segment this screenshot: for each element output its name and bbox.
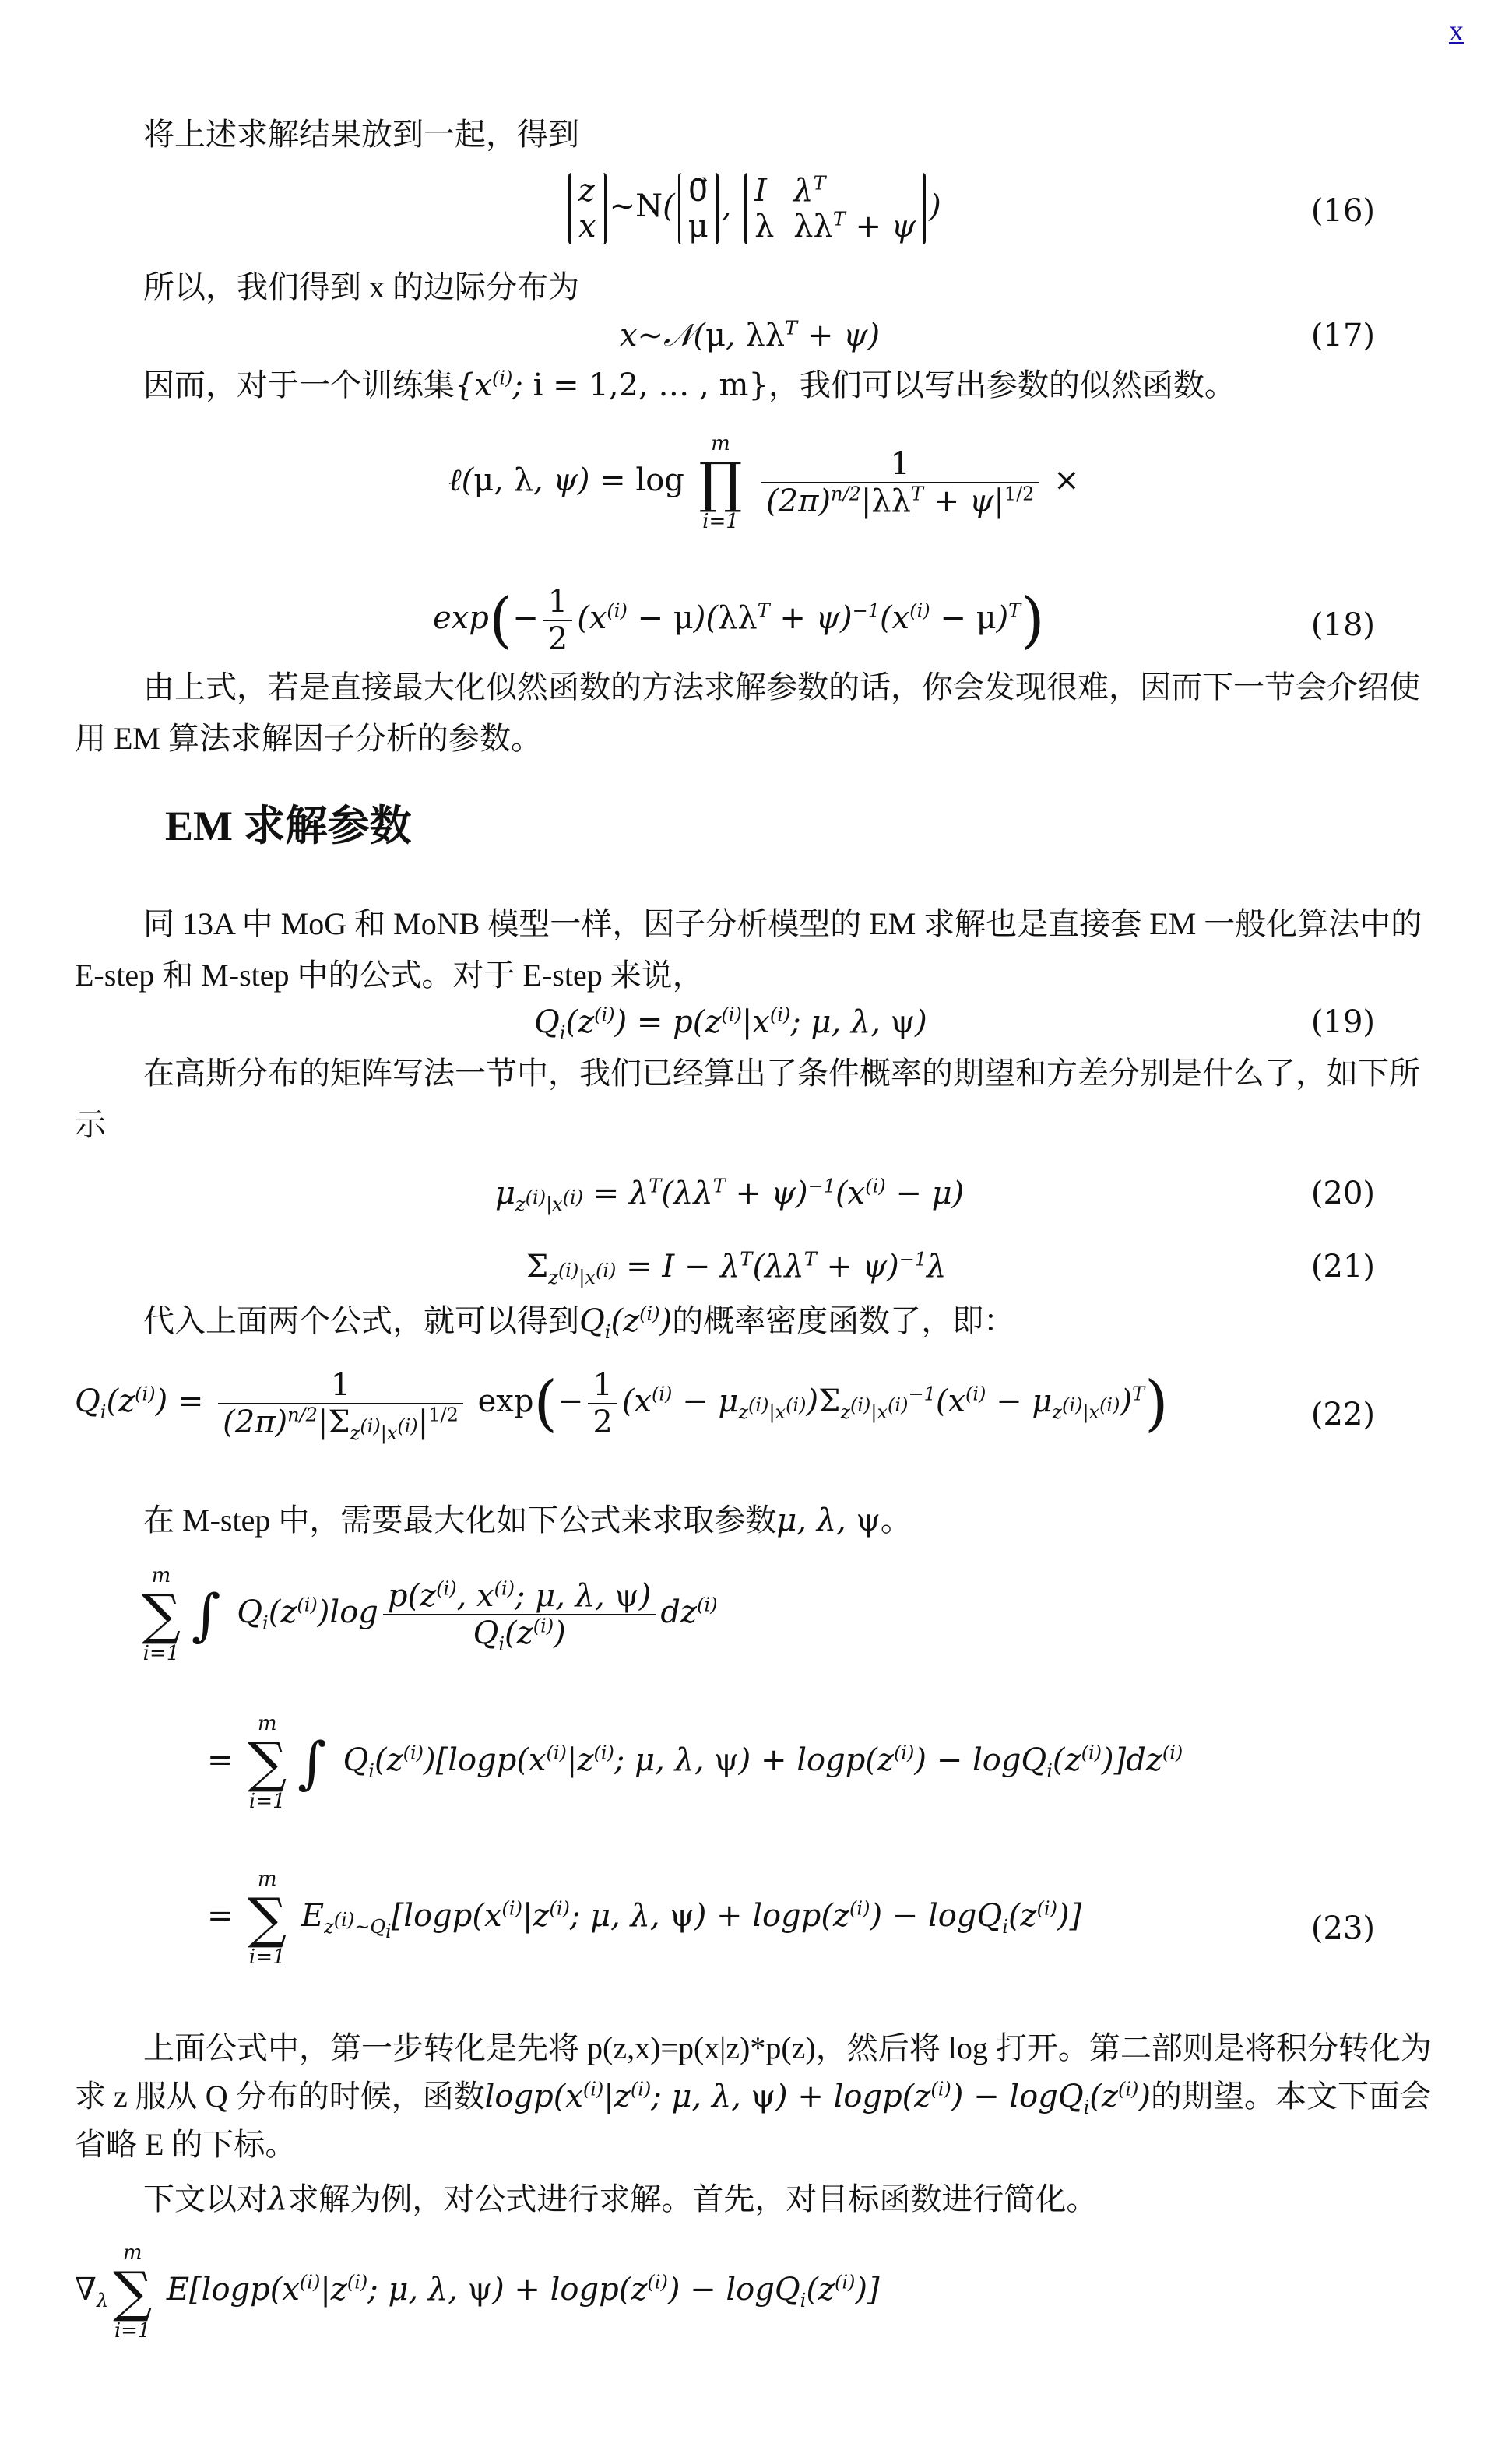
paragraph-1: 将上述求解结果放到一起，得到 (143, 117, 579, 152)
paragraph-3: 因而，对于一个训练集{$x^{(i)}$; i = 1,2, … , m}，我们可以写出参数的似然函数。 (143, 367, 1236, 403)
equation-17-number: (17) (1310, 318, 1375, 353)
equation-20 (75, 1176, 1437, 1219)
equation-18-body: exp(− $\frac{1}{2}$ $(x^{(i)} - \mu)(\lambda\lambda^T + \psi)^{-1}(x^{(i)} - \mu)^T$) (433, 584, 1045, 657)
paragraph-8-text-b: 。 (880, 1503, 912, 1538)
equation-16 (75, 173, 1437, 258)
paragraph-9-text-a: 上面公式中，第一步转化是先将 p(z,x)=p(x|z)*p(z)，然后将 log 打开。第二部则是将积分转化为求 z 服从 Q 分布的时候，函数 (75, 2030, 1432, 2114)
equation-16-body: z x ~N( 0⃗ μ , I $\lambda^T$ λ $\lambda\lambda^T + \psi$ ) (565, 173, 941, 244)
equation-mstep-line-1 (75, 1565, 1437, 1697)
equation-23 (75, 1868, 1437, 2001)
equation-19-body: $Q_i(z^{(i)}) = p(z^{(i)}|x^{(i)}$; μ, λ, ψ) (534, 1004, 927, 1044)
close-link[interactable]: x (1449, 15, 1464, 47)
equation-19 (75, 1004, 1437, 1048)
equation-22-body: $Q_i(z^{(i)})$ = $\frac{1}{(2\pi)^{n/2}|\Sigma_{z^{(i)}|x^{(i)}}|^{1/2}}$ exp(− $\frac{1}{2}$ $(x^{(i)} - \mu_{z^{(i)}|x^{(i)}})\Sigma_{z^{(i)}|x^{(i)}}^{-1}(x^{(i)} - \mu_{z^{(i)}|x^{(i)}})^T$) (75, 1367, 1169, 1444)
equation-23-body: = m ∑ i=1 $E_{z^{(i)}\sim Q_i}[\log p(x^{(i)}|z^{(i)}$; μ, λ, $\psi) + \log p(z^{(i)}) - \log Q_i(z^{(i)})$] (207, 1868, 1082, 1969)
paragraph-4: 由上式，若是直接最大化似然函数的方法求解参数的话，你会发现很难，因而下一节会介绍使用 EM 算法求解因子分析的参数。 (75, 670, 1420, 756)
equation-mstep-line-1-body: m ∑ i=1 ∫ $Q_i(z^{(i)})\log$ $\frac{p(z^{(i)}, x^{(i)}; \mu, \lambda, \psi)}{Q_i(z^{(i)})}$ $dz^{(i)}$ (142, 1564, 718, 1665)
equation-21-number: (21) (1310, 1249, 1375, 1285)
equation-22 (75, 1367, 1437, 1484)
equation-22-number: (22) (1310, 1397, 1375, 1432)
equation-21 (75, 1249, 1437, 1292)
equation-23-number: (23) (1310, 1910, 1375, 1946)
paragraph-3-text-a: 因而，对于一个训练集 (143, 367, 455, 402)
paragraph-10-text-a: 下文以对 (143, 2181, 268, 2216)
paragraph-8: 在 M-step 中，需要最大化如下公式来求取参数μ, λ, ψ。 (143, 1503, 912, 1538)
equation-20-number: (20) (1310, 1176, 1375, 1211)
paragraph-8-text-a: 在 M-step 中，需要最大化如下公式来求取参数 (143, 1503, 777, 1538)
equation-19-number: (19) (1310, 1004, 1375, 1040)
paragraph-10-text-b: 求解为例，对公式进行求解。首先，对目标函数进行简化。 (287, 2181, 1098, 2216)
equation-16-number: (16) (1310, 193, 1375, 229)
section-heading: EM 求解参数 (165, 803, 412, 849)
equation-mstep-line-2 (75, 1713, 1437, 1845)
equation-mstep-line-2-body: = m ∑ i=1 ∫ $Q_i(z^{(i)})[\log p(x^{(i)}|z^{(i)}$; μ, λ, $\psi) + \log p(z^{(i)}) - \log Q_i(z^{(i)})]dz^{(i)}$ (207, 1712, 1183, 1813)
equation-gradient-body: $\nabla_\lambda$ m ∑ i=1 $E[\log p(x^{(i)}|z^{(i)}$; μ, λ, $\psi) + \log p(z^{(i)}) - \log Q_i(z^{(i)})$] (75, 2241, 880, 2343)
equation-21-body: $\Sigma_{z^{(i)}|x^{(i)}} = I - \lambda^T(\lambda\lambda^T + \psi)^{-1}\lambda$ (526, 1248, 947, 1288)
equation-likelihood-line-1 (75, 425, 1437, 550)
equation-17-body: x~𝒩(μ, $\lambda\lambda^T + \psi$) (620, 317, 881, 353)
equation-17 (75, 318, 1437, 361)
equation-gradient (75, 2242, 1437, 2374)
paragraph-5: 同 13A 中 MoG 和 MoNB 模型一样，因子分析模型的 EM 求解也是直接套 EM 一般化算法中的 E-step 和 M-step 中的公式。对于 E-step 来说， (75, 906, 1422, 993)
paragraph-3-text-b: ，我们可以写出参数的似然函数。 (768, 367, 1236, 402)
paragraph-7-text-b: 的概率密度函数了，即： (672, 1303, 1015, 1338)
paragraph-7-text-a: 代入上面两个公式，就可以得到 (143, 1303, 579, 1338)
paragraph-9-text-b: 的期望。本文下面会省略 E 的下标。 (75, 2079, 1431, 2162)
paragraph-10: 下文以对λ求解为例，对公式进行求解。首先，对目标函数进行简化。 (143, 2181, 1098, 2217)
equation-18 (75, 584, 1437, 670)
equation-18-number: (18) (1310, 607, 1375, 643)
paragraph-6: 在高斯分布的矩阵写法一节中，我们已经算出了条件概率的期望和方差分别是什么了，如下所示 (75, 1056, 1420, 1142)
equation-likelihood-line-1-body: ℓ(μ, λ, ψ) = log m ∏ i=1 $\frac{1}{(2\pi)^{n/2}|\lambda\lambda^T + \psi|^{1/2}}$ × (448, 432, 1080, 533)
paragraph-9: 上面公式中，第一步转化是先将 p(z,x)=p(x|z)*p(z)，然后将 log 打开。第二部则是将积分转化为求 z 服从 Q 分布的时候，函数$\log p(x^{(i)}|z^{(i)}$; μ, λ, $\psi) + \log p(z^{(i)}) - \log Q_i(z^{(i)})$的期望。本文下面会省略 E 的下标。 (75, 2030, 1432, 2162)
paragraph-7: 代入上面两个公式，就可以得到$Q_i(z^{(i)})$的概率密度函数了，即： (143, 1302, 1015, 1343)
paragraph-2: 所以，我们得到 x 的边际分布为 (143, 269, 579, 304)
equation-20-body: $\mu_{z^{(i)}|x^{(i)}} = \lambda^T(\lambda\lambda^T + \psi)^{-1}(x^{(i)} - \mu)$ (495, 1175, 965, 1215)
